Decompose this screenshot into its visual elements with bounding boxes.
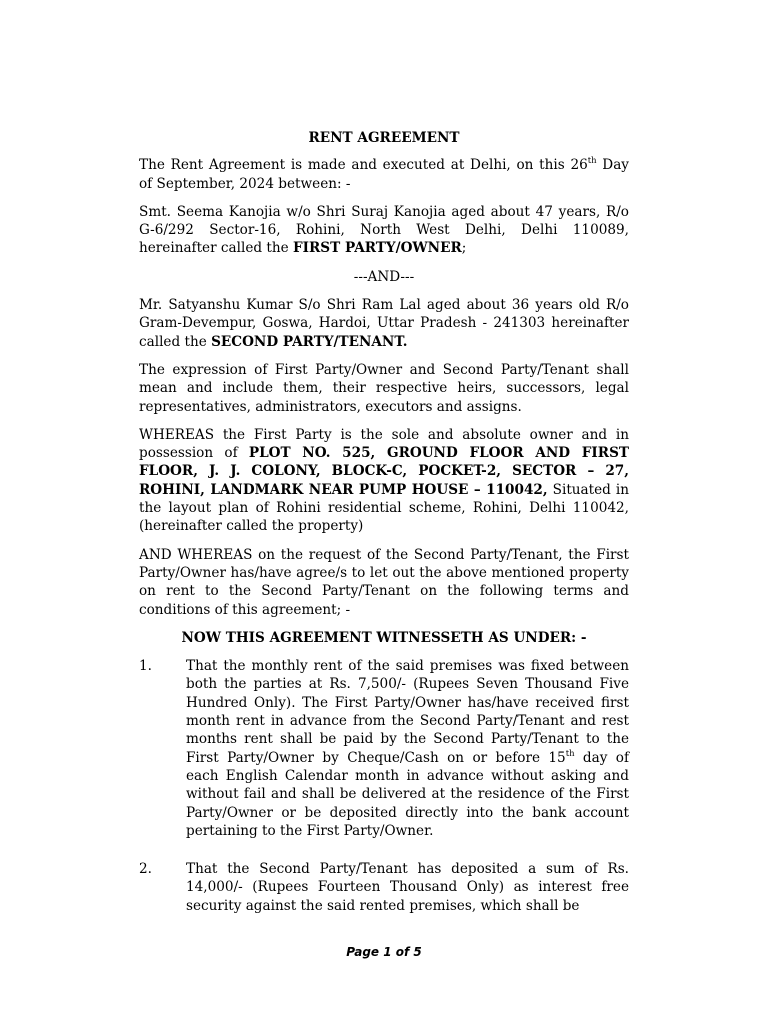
clause-2 bbox=[139, 860, 629, 915]
whereas-text-end: Situated in the layout plan of Rohini residential scheme, Rohini, Delhi 110042, (hereinafter called the property) bbox=[139, 481, 629, 535]
second-party-paragraph bbox=[139, 296, 629, 351]
witnesseth-heading: NOW THIS AGREEMENT WITNESSETH AS UNDER: - bbox=[181, 629, 587, 646]
whereas-paragraph bbox=[139, 426, 629, 536]
clause-number: 1. bbox=[139, 658, 152, 675]
second-party-label: SECOND PARTY/TENANT. bbox=[211, 333, 408, 350]
expression-paragraph: The expression of First Party/Owner and Second Party/Tenant shall mean and include them, their respective heirs, successors, legal representatives, administrators, executors and assigns. bbox=[139, 361, 629, 415]
intro-text-end: Day of September, 2024 between: - bbox=[139, 157, 629, 192]
whereas-text: WHEREAS the First Party is the sole and absolute owner and in possession of bbox=[139, 426, 629, 462]
document-title: RENT AGREEMENT bbox=[308, 130, 460, 146]
day-suffix: th bbox=[587, 155, 597, 166]
page-footer: Page 1 of 5 bbox=[346, 945, 422, 959]
first-party-paragraph bbox=[139, 203, 629, 258]
intro-text: The Rent Agreement is made and executed at Delhi, on this 26 bbox=[139, 157, 588, 174]
and-separator: ---AND--- bbox=[353, 268, 415, 285]
intro-paragraph bbox=[139, 156, 629, 193]
first-party-text: Smt. Seema Kanojia w/o Shri Suraj Kanojia aged about 47 years, R/o G-6/292 Sector-16, Rohini, North West Delhi, Delhi 110089, hereinafter called the bbox=[139, 203, 629, 257]
first-party-end: ; bbox=[461, 240, 467, 257]
clause-1 bbox=[139, 657, 629, 840]
document-body bbox=[139, 129, 629, 925]
second-party-text: Mr. Satyanshu Kumar S/o Shri Ram Lal aged about 36 years old R/o Gram-Devempur, Goswa, Hardoi, Uttar Pradesh - 241303 hereinafter called the bbox=[139, 297, 629, 350]
clause-sup: th bbox=[565, 747, 575, 758]
clause-number: 2. bbox=[139, 861, 152, 878]
first-party-label: FIRST PARTY/OWNER bbox=[292, 240, 462, 257]
clause-text-part: day of each English Calendar month in advance without asking and without fail and shall be delivered at the residence of the First Party/Owner or be deposited directly into the bank account pertaining to the First Party/Owner. bbox=[186, 749, 629, 839]
property-address: PLOT NO. 525, GROUND FLOOR AND FIRST FLOOR, J. J. COLONY, BLOCK-C, POCKET-2, SECTOR – 27, ROHINI, LANDMARK NEAR PUMP HOUSE – 110042, bbox=[139, 445, 629, 498]
clause-text bbox=[186, 657, 629, 840]
and-whereas-paragraph: AND WHEREAS on the request of the Second Party/Tenant, the First Party/Owner has/have agree/s to let out the above mentioned property on rent to the Second Party/Tenant on the following terms and conditions of this agreement; - bbox=[139, 546, 629, 618]
clause-text-part: That the monthly rent of the said premises was fixed between both the parties at Rs. 7,500/- (Rupees Seven Thousand Five Hundred Only). The First Party/Owner has/have received first month rent in advance from the Second Party/Tenant and rest months rent shall be paid by the Second Party/Tenant to the First Party/Owner by Cheque/Cash on or before 15 bbox=[186, 658, 629, 766]
clause-text: That the Second Party/Tenant has deposited a sum of Rs. 14,000/- (Rupees Fourteen Thousand Only) as interest free security against the said rented premises, which shall be bbox=[186, 861, 629, 914]
